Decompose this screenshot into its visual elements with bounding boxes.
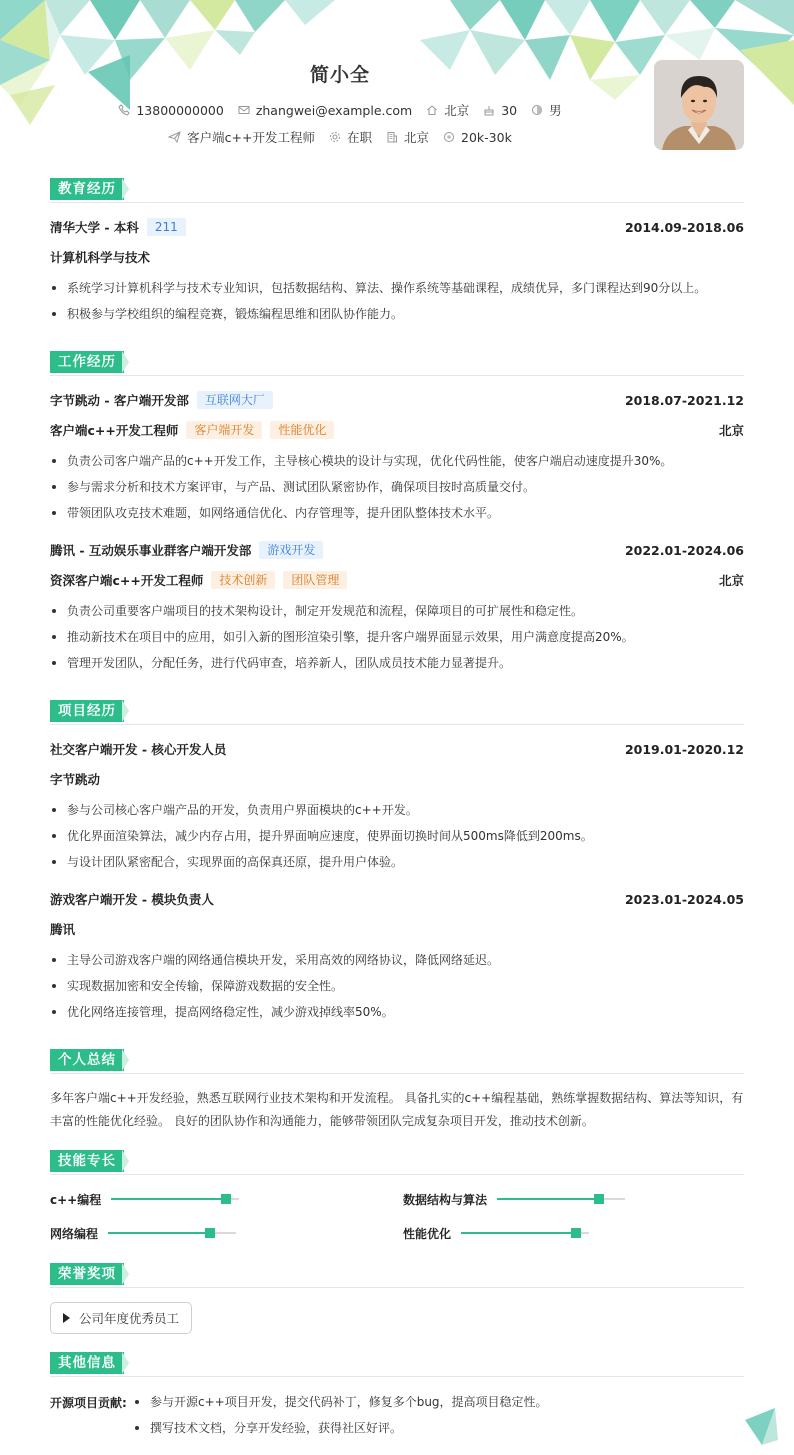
company-name: 腾讯 - 互动娱乐事业群客户端开发部 xyxy=(50,543,252,558)
skill-bar-fill xyxy=(461,1232,576,1234)
other-label: 开源项目贡献: xyxy=(50,1396,127,1410)
list-item: 带领团队攻克技术难题，如网络通信优化、内存管理等，提升团队整体技术水平。 xyxy=(50,505,750,521)
role-name: 资深客户端c++开发工程师 xyxy=(50,573,204,588)
section-divider xyxy=(50,1174,744,1175)
candidate-name: 简小全 xyxy=(309,64,370,86)
section-title-skills: 技能专长 xyxy=(50,1150,124,1172)
status-text: 在职 xyxy=(346,130,372,145)
skill-bar-fill xyxy=(111,1198,226,1200)
work-date: 2018.07-2021.12 xyxy=(624,392,744,408)
list-item: 系统学习计算机科学与技术专业知识，包括数据结构、算法、操作系统等基础课程，成绩优异，多门课程达到90分以上。 xyxy=(50,280,750,296)
work-role-row xyxy=(50,421,744,439)
mail-icon xyxy=(238,104,250,116)
section-tail xyxy=(122,700,129,722)
education-row xyxy=(50,218,744,236)
gender-icon xyxy=(531,104,543,116)
salary-item xyxy=(443,130,512,145)
list-item: 撰写技术文档，分享开发经验，获得社区好评。 xyxy=(133,1420,743,1436)
work-company-row xyxy=(50,391,744,409)
coin-icon xyxy=(443,131,455,143)
section-divider xyxy=(50,375,744,376)
building-icon xyxy=(386,131,398,143)
section-education xyxy=(50,178,744,202)
section-work xyxy=(50,351,744,375)
phone-text: 13800000000 xyxy=(136,102,224,118)
section-title-honors: 荣誉奖项 xyxy=(50,1263,124,1285)
list-item: 积极参与学校组织的编程竞赛，锻炼编程思维和团队协作能力。 xyxy=(50,306,750,322)
settings-icon xyxy=(329,131,341,143)
home-icon xyxy=(426,104,438,116)
role-tag: 客户端开发 xyxy=(186,421,262,439)
list-item: 管理开发团队，分配任务，进行代码审查，培养新人，团队成员技术能力显著提升。 xyxy=(50,655,750,671)
summary-text xyxy=(50,1087,744,1133)
company-name: 字节跳动 - 客户端开发部 xyxy=(50,393,189,408)
company-tag: 互联网大厂 xyxy=(197,391,273,409)
work-date: 2022.01-2024.06 xyxy=(624,542,744,558)
section-tail xyxy=(122,1263,129,1285)
gender-text: 男 xyxy=(549,103,562,118)
list-item: 与设计团队紧密配合，实现界面的高保真还原，提升用户体验。 xyxy=(50,854,750,870)
section-title-work: 工作经历 xyxy=(50,351,124,373)
section-divider xyxy=(50,1073,744,1074)
section-title-other: 其他信息 xyxy=(50,1352,124,1374)
job-intent-row xyxy=(0,128,680,146)
skill-bar xyxy=(461,1232,589,1234)
section-tail xyxy=(122,178,129,200)
list-item: 实现数据加密和安全传输，保障游戏数据的安全性。 xyxy=(50,978,750,994)
section-divider xyxy=(50,202,744,203)
skill-name: 网络编程 xyxy=(50,1226,99,1241)
project-title: 社交客户端开发 - 核心开发人员 xyxy=(50,742,227,757)
skill-item xyxy=(50,1190,239,1208)
project-date: 2023.01-2024.05 xyxy=(624,891,744,907)
section-divider xyxy=(50,1287,744,1288)
major-name: 计算机科学与技术 xyxy=(50,250,151,265)
target-city-item xyxy=(386,128,429,146)
skill-name: c++编程 xyxy=(50,1192,102,1207)
section-title-projects: 项目经历 xyxy=(50,700,124,722)
salary-text: 20k-30k xyxy=(461,129,512,145)
list-item: 优化界面渲染算法，减少内存占用，提升界面响应速度，使界面切换时间从500ms降低到200ms。 xyxy=(50,828,750,844)
role-tag: 技术创新 xyxy=(211,571,275,589)
project-company: 字节跳动 xyxy=(50,772,101,787)
email-item xyxy=(238,103,412,118)
school-tag: 211 xyxy=(147,218,186,236)
skill-level-marker xyxy=(221,1194,231,1204)
list-item: 优化网络连接管理，提高网络稳定性，减少游戏掉线率50%。 xyxy=(50,1004,750,1020)
section-other xyxy=(50,1352,744,1376)
job-title-text: 客户端c++开发工程师 xyxy=(187,130,315,145)
gender-item xyxy=(531,101,562,119)
section-summary xyxy=(50,1049,744,1073)
status-item xyxy=(329,128,372,146)
project-company-row xyxy=(50,770,744,788)
role-tag: 团队管理 xyxy=(283,571,347,589)
email-text: zhangwei@example.com xyxy=(255,102,413,118)
skill-level-marker xyxy=(571,1228,581,1238)
project-title: 游戏客户端开发 - 模块负责人 xyxy=(50,892,214,907)
city-item xyxy=(426,101,469,119)
resume-header xyxy=(0,0,794,160)
project-company-row xyxy=(50,920,744,938)
skill-level-marker xyxy=(205,1228,215,1238)
list-item: 负责公司重要客户端项目的技术架构设计，制定开发规范和流程，保障项目的可扩展性和稳定性。 xyxy=(50,603,750,619)
section-tail xyxy=(122,1352,129,1374)
work-location: 北京 xyxy=(718,573,744,588)
section-tail xyxy=(122,351,129,373)
skill-name: 性能优化 xyxy=(403,1226,452,1241)
award-item[interactable] xyxy=(50,1302,192,1334)
list-item: 主导公司游戏客户端的网络通信模块开发，采用高效的网络协议，降低网络延迟。 xyxy=(50,952,750,968)
skill-bar xyxy=(111,1198,239,1200)
target-city-text: 北京 xyxy=(404,130,430,145)
role-tag: 性能优化 xyxy=(270,421,334,439)
work-location: 北京 xyxy=(718,423,744,438)
section-title-summary: 个人总结 xyxy=(50,1049,124,1071)
company-tag: 游戏开发 xyxy=(259,541,323,559)
skill-bar xyxy=(497,1198,625,1200)
cake-icon xyxy=(483,104,495,116)
age-item xyxy=(483,103,517,118)
summary-line: 丰富的性能优化经验。 良好的团队协作和沟通能力，能够带领团队完成复杂项目开发，推动技术创新。 xyxy=(50,1114,594,1128)
project-title-row xyxy=(50,740,744,758)
education-date: 2014.09-2018.06 xyxy=(624,219,744,235)
phone-item xyxy=(118,103,223,118)
list-item: 参与需求分析和技术方案评审，与产品、测试团队紧密协作，确保项目按时高质量交付。 xyxy=(50,479,750,495)
skill-item xyxy=(50,1224,236,1242)
major-row xyxy=(50,248,744,266)
caret-right-icon xyxy=(63,1313,70,1323)
section-divider xyxy=(50,724,744,725)
list-item: 参与公司核心客户端产品的开发，负责用户界面模块的c++开发。 xyxy=(50,802,750,818)
skill-item xyxy=(403,1190,625,1208)
project-company: 腾讯 xyxy=(50,922,76,937)
section-divider xyxy=(50,1376,744,1377)
section-tail xyxy=(122,1049,129,1071)
school-name: 清华大学 - 本科 xyxy=(50,220,139,235)
phone-icon xyxy=(118,104,130,116)
summary-line: 多年客户端c++开发经验，熟悉互联网行业技术架构和开发流程。 具备扎实的c++编程基础，熟练掌握数据结构、算法等知识，有 xyxy=(50,1091,744,1105)
list-item: 负责公司客户端产品的c++开发工作，主导核心模块的设计与实现，优化代码性能，使客户端启动速度提升30%。 xyxy=(50,453,750,469)
job-title-item xyxy=(168,128,315,146)
work-company-row xyxy=(50,541,744,559)
skill-bar xyxy=(108,1232,236,1234)
project-title-row xyxy=(50,890,744,908)
section-projects xyxy=(50,700,744,724)
city-text: 北京 xyxy=(444,103,470,118)
list-item: 参与开源c++项目开发，提交代码补丁，修复多个bug，提高项目稳定性。 xyxy=(133,1394,743,1410)
skill-name: 数据结构与算法 xyxy=(403,1192,488,1207)
award-name: 公司年度优秀员工 xyxy=(79,1311,180,1326)
skill-level-marker xyxy=(594,1194,604,1204)
work-role-row xyxy=(50,571,744,589)
skill-bar-fill xyxy=(108,1232,210,1234)
section-skills xyxy=(50,1150,744,1174)
contact-row xyxy=(0,101,680,119)
skill-bar-fill xyxy=(497,1198,599,1200)
section-tail xyxy=(122,1150,129,1172)
send-icon xyxy=(168,131,181,143)
profile-photo xyxy=(654,60,744,150)
list-item: 推动新技术在项目中的应用，如引入新的图形渲染引擎，提升客户端界面显示效果，用户满意度提高20%。 xyxy=(50,629,750,645)
project-date: 2019.01-2020.12 xyxy=(624,741,744,757)
age-text: 30 xyxy=(501,102,518,118)
role-name: 客户端c++开发工程师 xyxy=(50,423,179,438)
section-title-education: 教育经历 xyxy=(50,178,124,200)
skill-item xyxy=(403,1224,589,1242)
section-honors xyxy=(50,1263,744,1287)
